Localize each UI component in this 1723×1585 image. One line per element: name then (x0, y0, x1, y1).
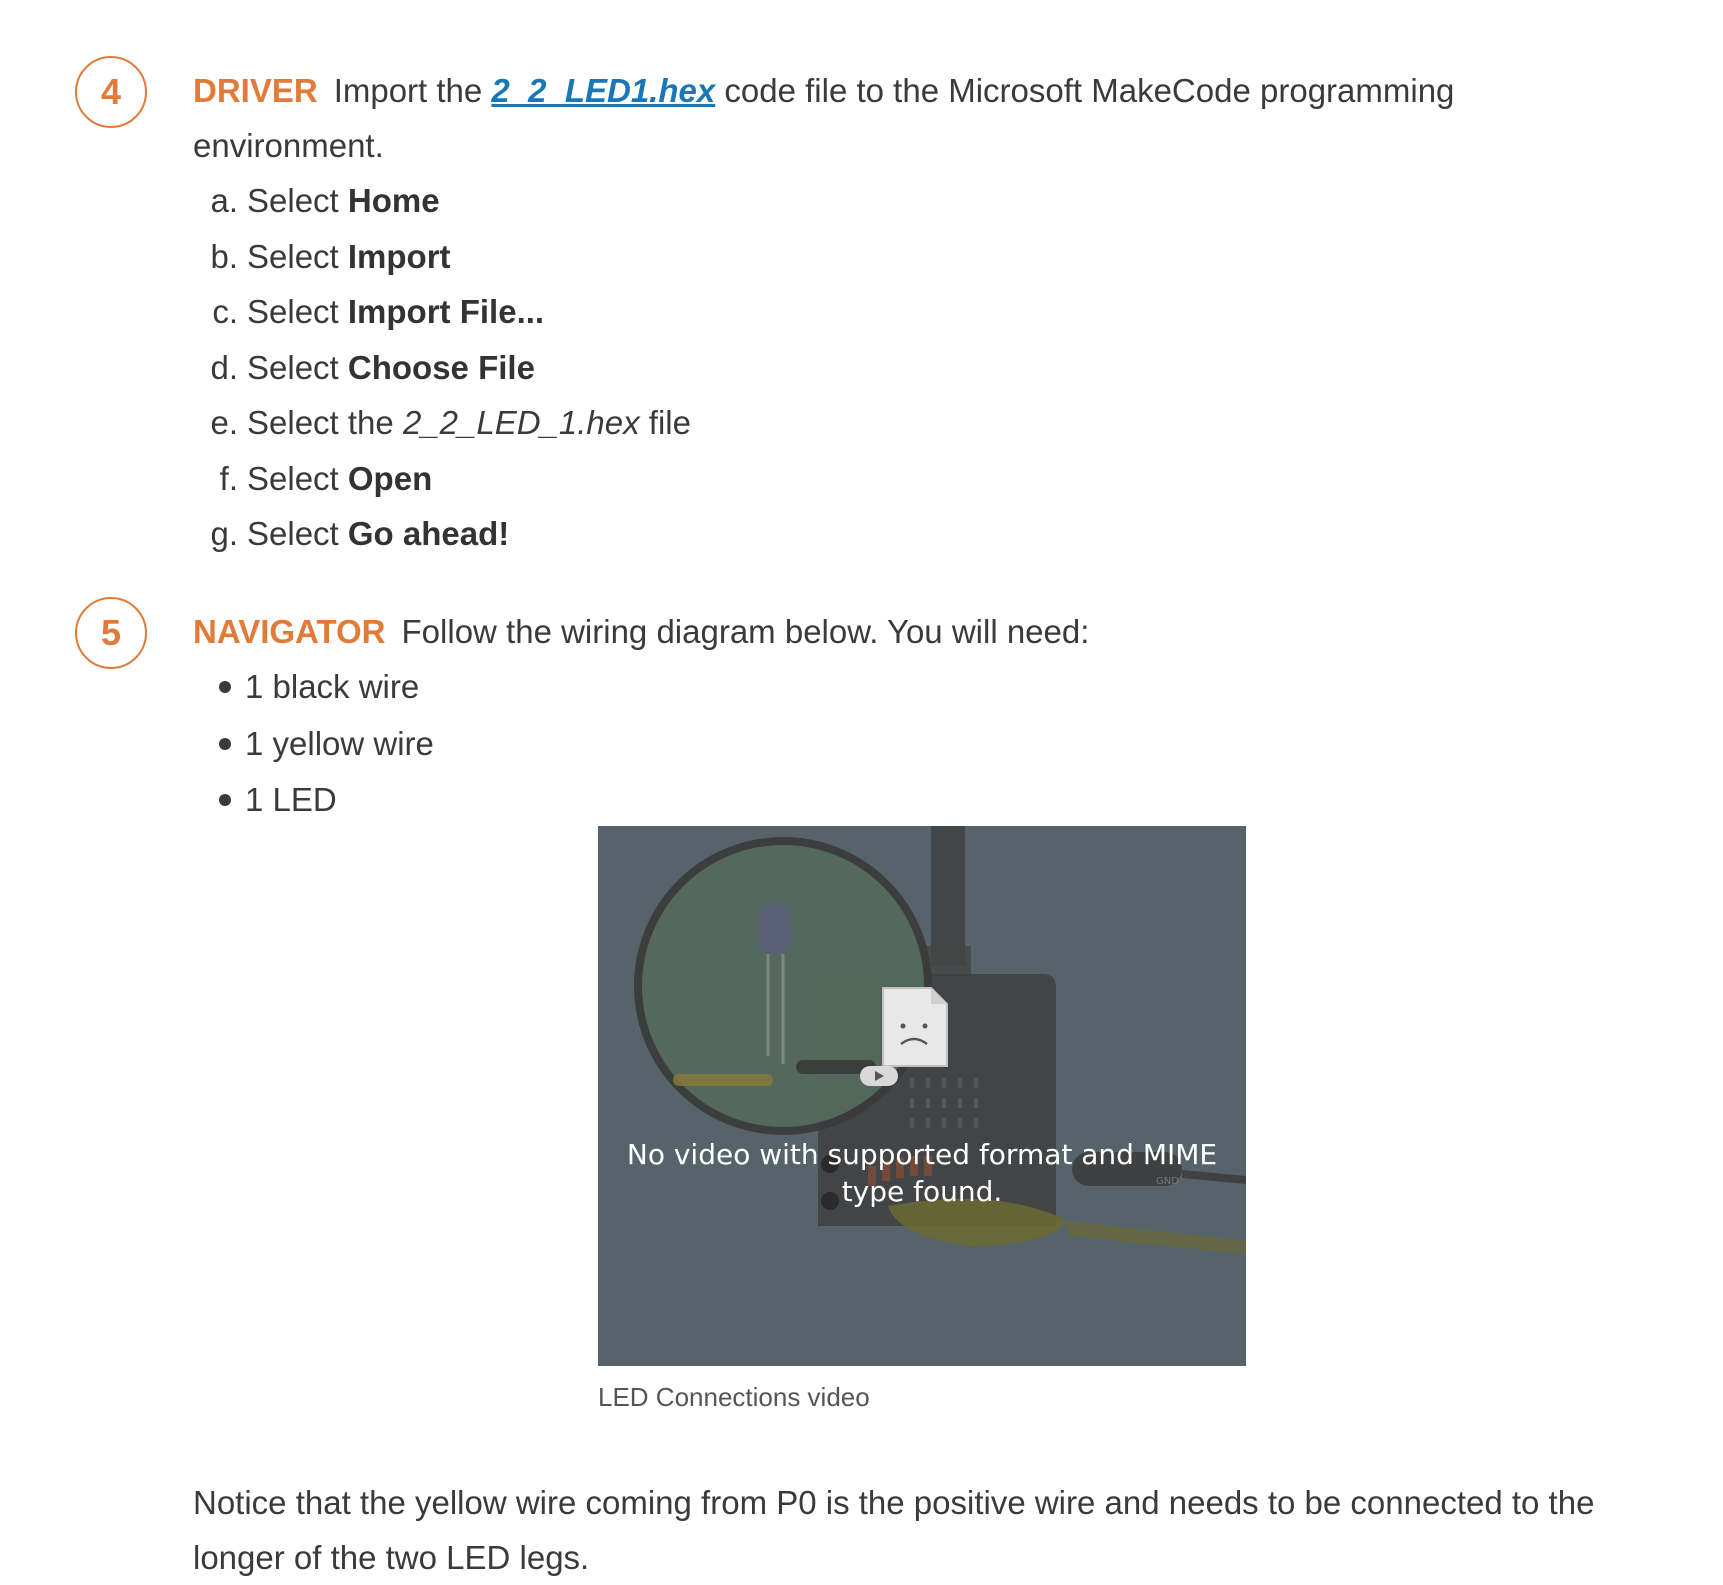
instruction-prefix: Select (247, 237, 348, 275)
instruction-action: Go ahead! (347, 515, 510, 552)
svg-text:GND: GND (1156, 1176, 1179, 1187)
role-driver: DRIVER (193, 72, 318, 109)
instruction-action: Import (347, 237, 451, 275)
instruction-filename: 2_2_LED_1.hex (402, 404, 640, 441)
instruction-item (193, 284, 1613, 340)
instruction-marker: f. (219, 459, 238, 497)
instruction-prefix: Select (247, 293, 348, 330)
step-5-content (193, 604, 1613, 829)
instruction-marker: a. (210, 182, 238, 219)
bullet-icon (219, 738, 231, 750)
video-error-message: No video with supported format and MIME type found. (626, 1138, 1218, 1208)
instruction-prefix: Select the (247, 404, 403, 441)
instruction-action: Home (347, 182, 440, 219)
material-item (193, 716, 1613, 773)
materials-list (193, 659, 1613, 829)
step-4-text-before: Import the (333, 72, 492, 109)
instruction-marker: b. (210, 237, 238, 275)
instruction-prefix: Select (247, 459, 348, 497)
instruction-text (247, 173, 440, 229)
instruction-text (247, 229, 451, 285)
instruction-text (247, 284, 544, 340)
step-4-content (193, 63, 1613, 562)
bullet-icon (219, 794, 231, 806)
instruction-marker: e. (210, 404, 238, 441)
instruction-text (247, 506, 509, 562)
instruction-text (247, 451, 432, 507)
material-item (193, 772, 1613, 829)
led-connections-video[interactable] (598, 826, 1246, 1366)
instruction-item (193, 395, 1613, 451)
video-caption: LED Connections video (598, 1382, 870, 1412)
step-4-intro (193, 63, 1613, 173)
instruction-action: Choose File (347, 348, 535, 386)
step-4-text-after: code file to the Microsoft MakeCode programming environment. (193, 72, 1455, 164)
instruction-prefix: Select (247, 515, 348, 552)
sad-file-icon (881, 986, 949, 1068)
instruction-item (193, 340, 1613, 396)
hex-file-link[interactable]: 2_2_LED1.hex (491, 72, 716, 109)
instruction-action: Open (347, 459, 433, 497)
material-item (193, 659, 1613, 716)
video-poster (598, 826, 1246, 1366)
instruction-item (193, 506, 1613, 562)
notice-paragraph: Notice that the yellow wire coming from P0 is the positive wire and needs to be connected to the longer of the two LED legs. (193, 1484, 1595, 1576)
instruction-marker: d. (210, 348, 238, 386)
step-5-intro (193, 604, 1613, 659)
material-label: 1 yellow wire (245, 724, 434, 762)
instruction-action: Import File... (347, 293, 545, 330)
instruction-text (247, 395, 691, 451)
instruction-suffix: file (639, 404, 691, 441)
instruction-text (247, 340, 535, 396)
step-4-instructions (193, 173, 1613, 562)
step-number-4: 4 (75, 56, 147, 128)
material-label: 1 LED (245, 781, 337, 818)
material-label: 1 black wire (245, 668, 420, 705)
instruction-prefix: Select (247, 348, 348, 386)
instruction-marker: c. (212, 293, 238, 330)
instruction-item (193, 229, 1613, 285)
instruction-marker: g. (210, 515, 238, 552)
instruction-item (193, 451, 1613, 507)
step-5-text: Follow the wiring diagram below. You will need: (401, 613, 1090, 650)
bullet-icon (219, 681, 231, 693)
play-icon[interactable] (860, 1066, 898, 1086)
instruction-prefix: Select (247, 182, 348, 219)
step-number-5: 5 (75, 597, 147, 669)
role-navigator: NAVIGATOR (193, 613, 386, 650)
instruction-item (193, 173, 1613, 229)
